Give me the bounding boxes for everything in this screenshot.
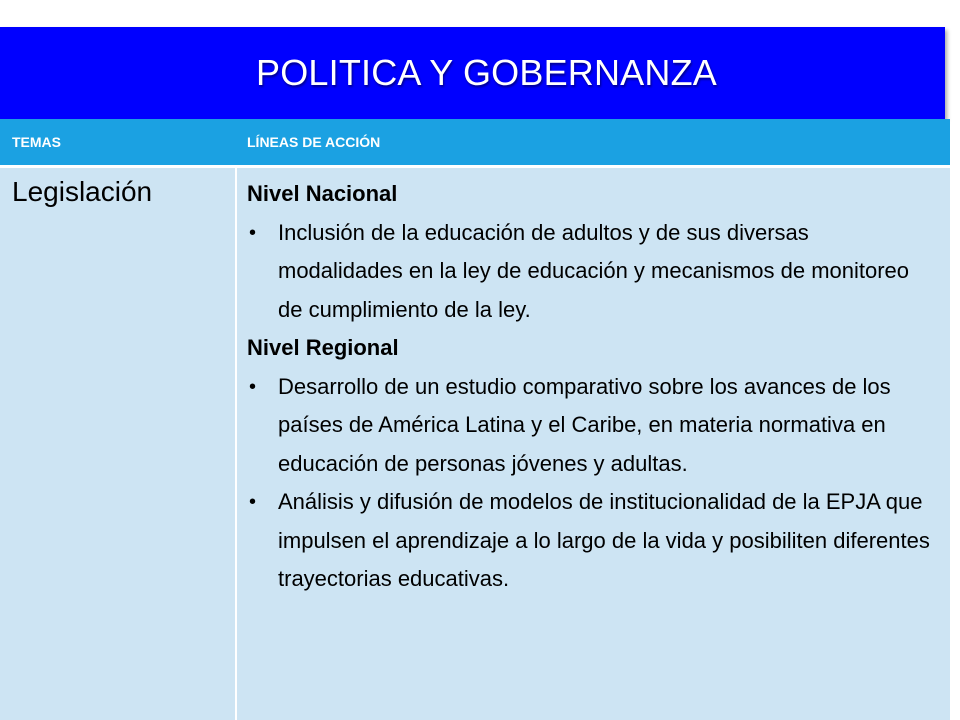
bullet-icon: • xyxy=(249,491,257,513)
list-item xyxy=(247,368,937,484)
topic-cell xyxy=(0,168,235,720)
bullet-icon: • xyxy=(249,221,257,244)
list-nacional xyxy=(247,214,937,330)
bullet-icon: • xyxy=(249,375,257,398)
table-row xyxy=(0,168,950,720)
list-regional xyxy=(247,368,937,599)
header-lineas-de-accion: LÍNEAS DE ACCIÓN xyxy=(247,134,381,150)
action-lines-table xyxy=(0,119,950,720)
slide-title: POLITICA Y GOBERNANZA xyxy=(255,52,717,93)
header-temas: TEMAS xyxy=(12,134,61,150)
actions-cell xyxy=(237,168,950,720)
table-header-row xyxy=(0,119,950,168)
section-title-nacional: Nivel Nacional xyxy=(247,181,398,206)
list-item-text: Desarrollo de un estudio comparativo sobre los avances de los países de América Latina y el Caribe, en materia normativa en educación de personas jóvenes y adultas. xyxy=(278,373,891,476)
list-item-text: Análisis y difusión de modelos de institucionalidad de la EPJA que impulsen el aprendizaje a lo largo de la vida y posibiliten diferentes trayectorias educativas. xyxy=(278,489,930,591)
list-item-text: Inclusión de la educación de adultos y de sus diversas modalidades en la ley de educación y mecanismos de monitoreo de cumplimiento de la ley. xyxy=(278,219,910,322)
list-item xyxy=(247,214,937,330)
section-title-regional: Nivel Regional xyxy=(247,335,399,360)
title-bar xyxy=(0,27,945,119)
topic-legislacion: Legislación xyxy=(12,176,153,207)
actions-content xyxy=(247,175,937,599)
list-item xyxy=(247,483,937,599)
